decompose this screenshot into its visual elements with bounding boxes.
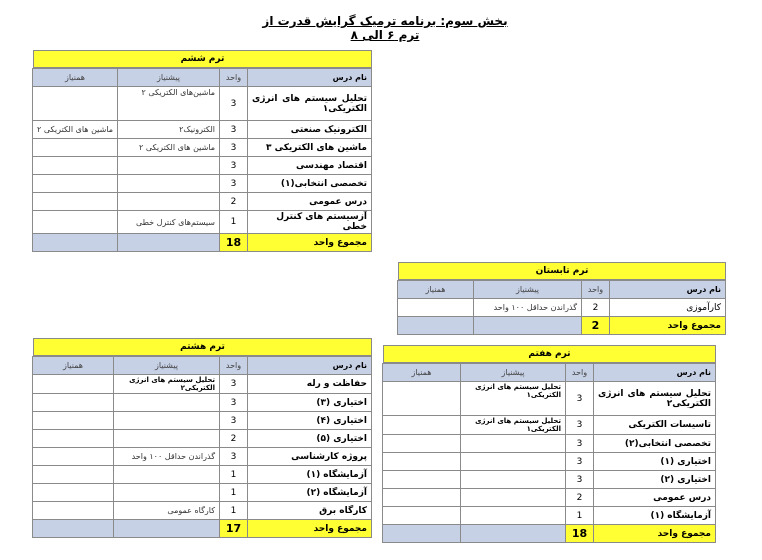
- course-coreq: [33, 139, 118, 157]
- course-name: درس عمومی: [248, 193, 372, 211]
- course-prereq: ماشین‌های الکتریکی ۲: [118, 87, 220, 121]
- header-unit: واحد: [566, 364, 594, 382]
- table-row: [33, 193, 372, 211]
- course-prereq: گذراندن حداقل ۱۰۰ واحد: [474, 299, 582, 317]
- table-row: [33, 87, 372, 121]
- summer-block: [398, 262, 726, 335]
- course-unit: 3: [566, 435, 594, 453]
- course-coreq: [33, 466, 114, 484]
- course-unit: 3: [220, 139, 248, 157]
- course-name: اقتصاد مهندسی: [248, 157, 372, 175]
- term8-table: [32, 356, 372, 538]
- table-total-row: [33, 234, 372, 252]
- header-name: نام درس: [610, 281, 726, 299]
- table-row: [33, 375, 372, 394]
- total-value: 2: [582, 317, 610, 335]
- course-prereq: [461, 453, 566, 471]
- course-prereq: تحلیل سیستم های انرژی الکتریکی۲: [114, 375, 220, 394]
- course-coreq: [383, 453, 461, 471]
- table-total-row: [398, 317, 726, 335]
- course-prereq: [461, 471, 566, 489]
- course-prereq: کارگاه عمومی: [114, 502, 220, 520]
- course-coreq: [398, 299, 474, 317]
- table-header: [398, 281, 726, 299]
- table-header: [383, 364, 716, 382]
- table-row: [383, 453, 716, 471]
- course-coreq: [33, 87, 118, 121]
- course-prereq: [461, 435, 566, 453]
- table-row: [383, 507, 716, 525]
- total-value: 18: [220, 234, 248, 252]
- course-name: آزمایشگاه (۱): [248, 466, 372, 484]
- course-coreq: [383, 489, 461, 507]
- total-value: 18: [566, 525, 594, 543]
- total-label: مجموع واحد: [248, 520, 372, 538]
- header-name: نام درس: [248, 69, 372, 87]
- course-coreq: [33, 502, 114, 520]
- course-prereq: [461, 489, 566, 507]
- total-value: 17: [220, 520, 248, 538]
- course-prereq: [118, 193, 220, 211]
- table-row: [398, 299, 726, 317]
- table-total-row: [383, 525, 716, 543]
- total-label: مجموع واحد: [248, 234, 372, 252]
- course-unit: 3: [566, 416, 594, 435]
- table-row: [33, 502, 372, 520]
- table-row: [33, 211, 372, 234]
- course-unit: 1: [220, 211, 248, 234]
- course-unit: 2: [582, 299, 610, 317]
- course-unit: 3: [220, 87, 248, 121]
- course-unit: 3: [566, 453, 594, 471]
- table-row: [33, 121, 372, 139]
- course-prereq: [114, 394, 220, 412]
- page-title: بخش سوم: برنامه ترمیک گرایش قدرت از ترم ۶ الی ۸: [262, 14, 508, 42]
- summer-table: [397, 280, 726, 335]
- course-unit: 3: [220, 157, 248, 175]
- course-unit: 2: [220, 430, 248, 448]
- term7-block: [383, 345, 716, 543]
- table-row: [383, 382, 716, 416]
- table-row: [33, 430, 372, 448]
- course-name: کارگاه برق: [248, 502, 372, 520]
- course-unit: 3: [220, 448, 248, 466]
- course-coreq: [33, 193, 118, 211]
- course-coreq: [33, 448, 114, 466]
- course-coreq: [33, 157, 118, 175]
- course-name: تحلیل سیستم های انرژی الکتریکی۱: [248, 87, 372, 121]
- header-prereq: پیشنیاز: [114, 357, 220, 375]
- header-name: نام درس: [248, 357, 372, 375]
- term7-title: ترم هفتم: [383, 345, 716, 363]
- course-unit: 1: [220, 502, 248, 520]
- course-coreq: [383, 416, 461, 435]
- course-coreq: [33, 375, 114, 394]
- course-name: اختیاری (۵): [248, 430, 372, 448]
- table-row: [383, 489, 716, 507]
- header-unit: واحد: [220, 69, 248, 87]
- course-prereq: تحلیل سیستم های انرژی الکتریکی۱: [461, 382, 566, 416]
- course-coreq: [33, 412, 114, 430]
- course-unit: 3: [220, 175, 248, 193]
- header-unit: واحد: [582, 281, 610, 299]
- course-prereq: سیستم‌های کنترل خطی: [118, 211, 220, 234]
- summer-title: ترم تابستان: [398, 262, 726, 280]
- table-row: [33, 157, 372, 175]
- course-name: تاسیسات الکتریکی: [594, 416, 716, 435]
- table-row: [33, 484, 372, 502]
- table-row: [383, 471, 716, 489]
- course-prereq: [461, 507, 566, 525]
- course-coreq: [383, 435, 461, 453]
- table-row: [33, 412, 372, 430]
- course-coreq: [33, 430, 114, 448]
- course-name: پروژه کارشناسی: [248, 448, 372, 466]
- table-header: [33, 69, 372, 87]
- table-row: [33, 466, 372, 484]
- course-coreq: [33, 211, 118, 234]
- course-name: تخصصی انتخابی(۲): [594, 435, 716, 453]
- total-label: مجموع واحد: [610, 317, 726, 335]
- table-row: [383, 435, 716, 453]
- course-name: الکترونیک صنعتی: [248, 121, 372, 139]
- course-unit: 2: [566, 489, 594, 507]
- course-name: حفاظت و رله: [248, 375, 372, 394]
- course-coreq: [383, 382, 461, 416]
- table-row: [33, 394, 372, 412]
- course-name: اختیاری (۱): [594, 453, 716, 471]
- course-unit: 3: [220, 375, 248, 394]
- course-name: تخصصی انتخابی(۱): [248, 175, 372, 193]
- term6-title: ترم ششم: [33, 50, 372, 68]
- header-prereq: پیشنیاز: [118, 69, 220, 87]
- course-coreq: ماشین های الکتریکی ۲: [33, 121, 118, 139]
- term7-table: [382, 363, 716, 543]
- table-total-row: [33, 520, 372, 538]
- course-unit: 3: [566, 471, 594, 489]
- table-row: [33, 448, 372, 466]
- course-prereq: [114, 430, 220, 448]
- course-coreq: [383, 507, 461, 525]
- course-coreq: [383, 471, 461, 489]
- course-prereq: ماشین های الکتریکی ۲: [118, 139, 220, 157]
- term6-table: [32, 68, 372, 252]
- course-unit: 3: [220, 121, 248, 139]
- course-coreq: [33, 394, 114, 412]
- table-row: [33, 175, 372, 193]
- course-name: کارآموزی: [610, 299, 726, 317]
- header-unit: واحد: [220, 357, 248, 375]
- course-coreq: [33, 484, 114, 502]
- course-unit: 3: [220, 394, 248, 412]
- total-label: مجموع واحد: [594, 525, 716, 543]
- course-prereq: [118, 157, 220, 175]
- term8-title: ترم هشتم: [33, 338, 372, 356]
- course-name: درس عمومی: [594, 489, 716, 507]
- header-prereq: پیشنیاز: [474, 281, 582, 299]
- table-row: [33, 139, 372, 157]
- course-prereq: [114, 466, 220, 484]
- table-header: [33, 357, 372, 375]
- course-name: اختیاری (۲): [594, 471, 716, 489]
- term8-block: [33, 338, 372, 538]
- course-prereq: تحلیل سیستم های انرژی الکتریکی۱: [461, 416, 566, 435]
- course-unit: 2: [220, 193, 248, 211]
- course-unit: 1: [566, 507, 594, 525]
- header-name: نام درس: [594, 364, 716, 382]
- table-row: [383, 416, 716, 435]
- course-unit: 1: [220, 466, 248, 484]
- course-prereq: الکترونیک۲: [118, 121, 220, 139]
- header-coreq: همنیاز: [33, 357, 114, 375]
- course-name: آزمایشگاه (۲): [248, 484, 372, 502]
- header-coreq: همنیاز: [398, 281, 474, 299]
- course-name: اختیاری (۴): [248, 412, 372, 430]
- course-unit: 1: [220, 484, 248, 502]
- course-name: آزمایشگاه (۱): [594, 507, 716, 525]
- course-unit: 3: [566, 382, 594, 416]
- header-coreq: همنیاز: [383, 364, 461, 382]
- course-name: آزسیستم های کنترل خطی: [248, 211, 372, 234]
- header-coreq: همنیاز: [33, 69, 118, 87]
- course-unit: 3: [220, 412, 248, 430]
- course-prereq: [114, 412, 220, 430]
- header-prereq: پیشنیاز: [461, 364, 566, 382]
- course-name: تحلیل سیستم های انرژی الکتریکی۲: [594, 382, 716, 416]
- course-name: ماشین های الکتریکی ۳: [248, 139, 372, 157]
- course-prereq: [118, 175, 220, 193]
- course-prereq: [114, 484, 220, 502]
- course-prereq: گذراندن حداقل ۱۰۰ واحد: [114, 448, 220, 466]
- term6-block: [33, 50, 372, 252]
- course-name: اختیاری (۳): [248, 394, 372, 412]
- course-coreq: [33, 175, 118, 193]
